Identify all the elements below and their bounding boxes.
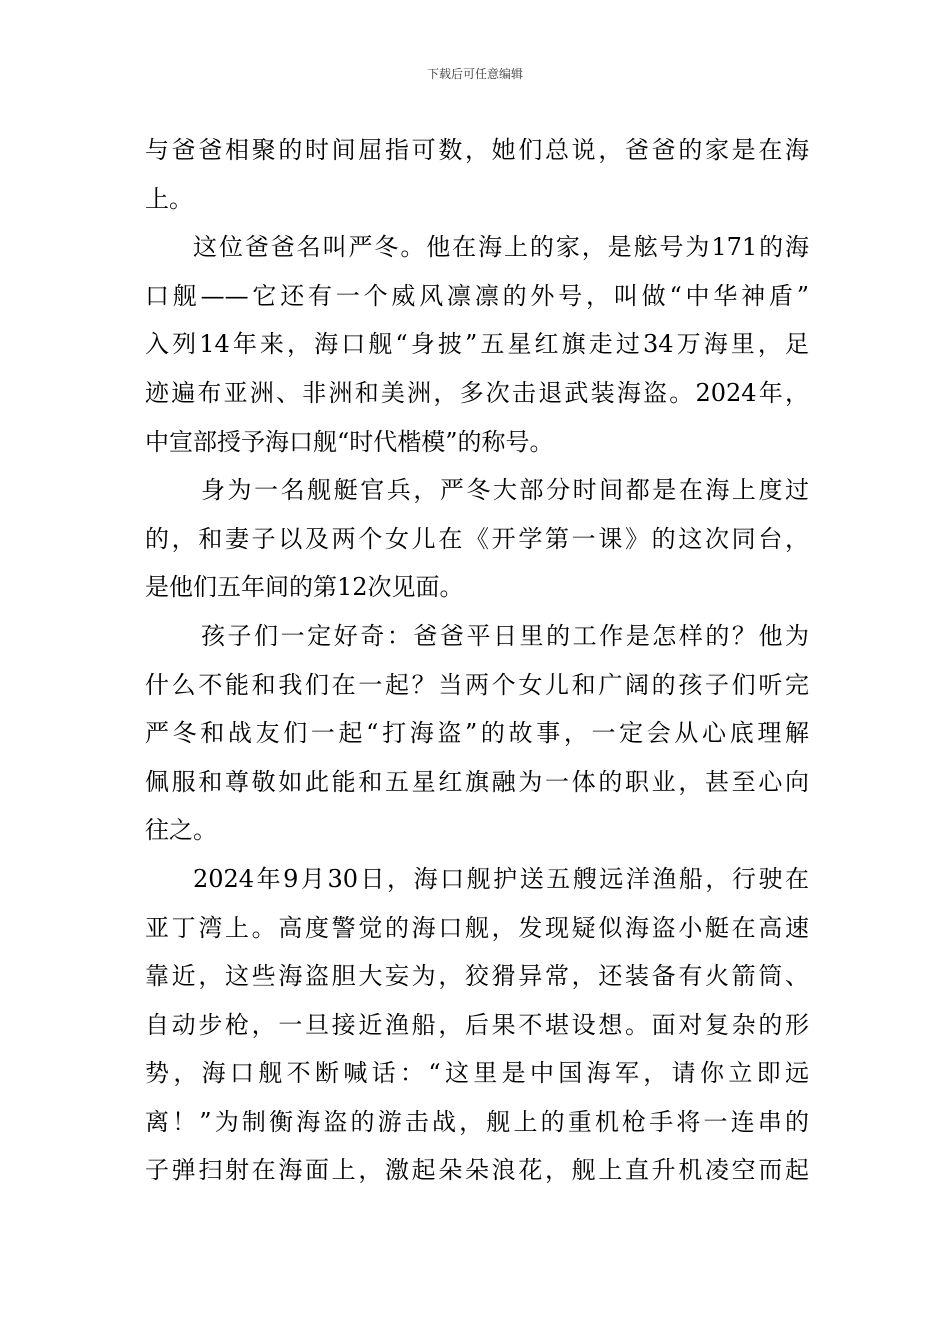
text-line: 2024年9月30日，海口舰护送五艘远洋渔船，行驶在 (193, 864, 809, 893)
text-line: 身为一名舰艇官兵，严冬大部分时间都是在海上度过 (201, 476, 809, 505)
text-line: 与爸爸相聚的时间屈指可数，她们总说，爸爸的家是在海 (145, 136, 809, 164)
text-line: 佩服和尊敬如此能和五星红旗融为一体的职业，甚至心向 (145, 767, 809, 796)
text-line: 迹遍布亚洲、非洲和美洲，多次击退武装海盗。2024年， (145, 378, 809, 407)
text-line: 中宣部授予海口舰“时代楷模”的称号。 (145, 427, 554, 456)
text-line: 离！”为制衡海盗的游击战，舰上的重机枪手将一连串的 (145, 1107, 809, 1136)
text-line: 这位爸爸名叫严冬。他在海上的家，是舷号为171的海 (193, 233, 809, 262)
text-line: 严冬和战友们一起“打海盗”的故事，一定会从心底理解 (145, 719, 809, 748)
page-header: 下载后可任意编辑 (426, 67, 523, 81)
text-line: 入列14年来，海口舰“身披”五星红旗走过34万海里，足 (145, 330, 809, 359)
text-line: 是他们五年间的第12次见面。 (145, 573, 464, 602)
text-line: 孩子们一定好奇：爸爸平日里的工作是怎样的？他为 (201, 621, 809, 650)
text-line: 靠近，这些海盗胆大妄为，狡猾异常，还装备有火箭筒、 (145, 962, 809, 991)
text-line: 子弹扫射在海面上，激起朵朵浪花，舰上直升机凌空而起 (145, 1156, 809, 1185)
text-line: 什么不能和我们在一起？当两个女儿和广阔的孩子们听完 (145, 670, 809, 699)
text-line: 势，海口舰不断喊话：“这里是中国海军，请你立即远 (145, 1059, 809, 1088)
text-line: 口舰——它还有一个威风凛凛的外号，叫做“中华神盾” (145, 281, 809, 310)
text-line: 上。 (145, 184, 193, 213)
text-line: 往之。 (145, 816, 217, 845)
document-body (145, 126, 809, 1195)
text-line: 自动步枪，一旦接近渔船，后果不堪设想。面对复杂的形 (145, 1010, 809, 1039)
text-line: 亚丁湾上。高度警觉的海口舰，发现疑似海盗小艇在高速 (145, 913, 809, 942)
text-line: 的，和妻子以及两个女儿在《开学第一课》的这次同台， (145, 524, 809, 553)
